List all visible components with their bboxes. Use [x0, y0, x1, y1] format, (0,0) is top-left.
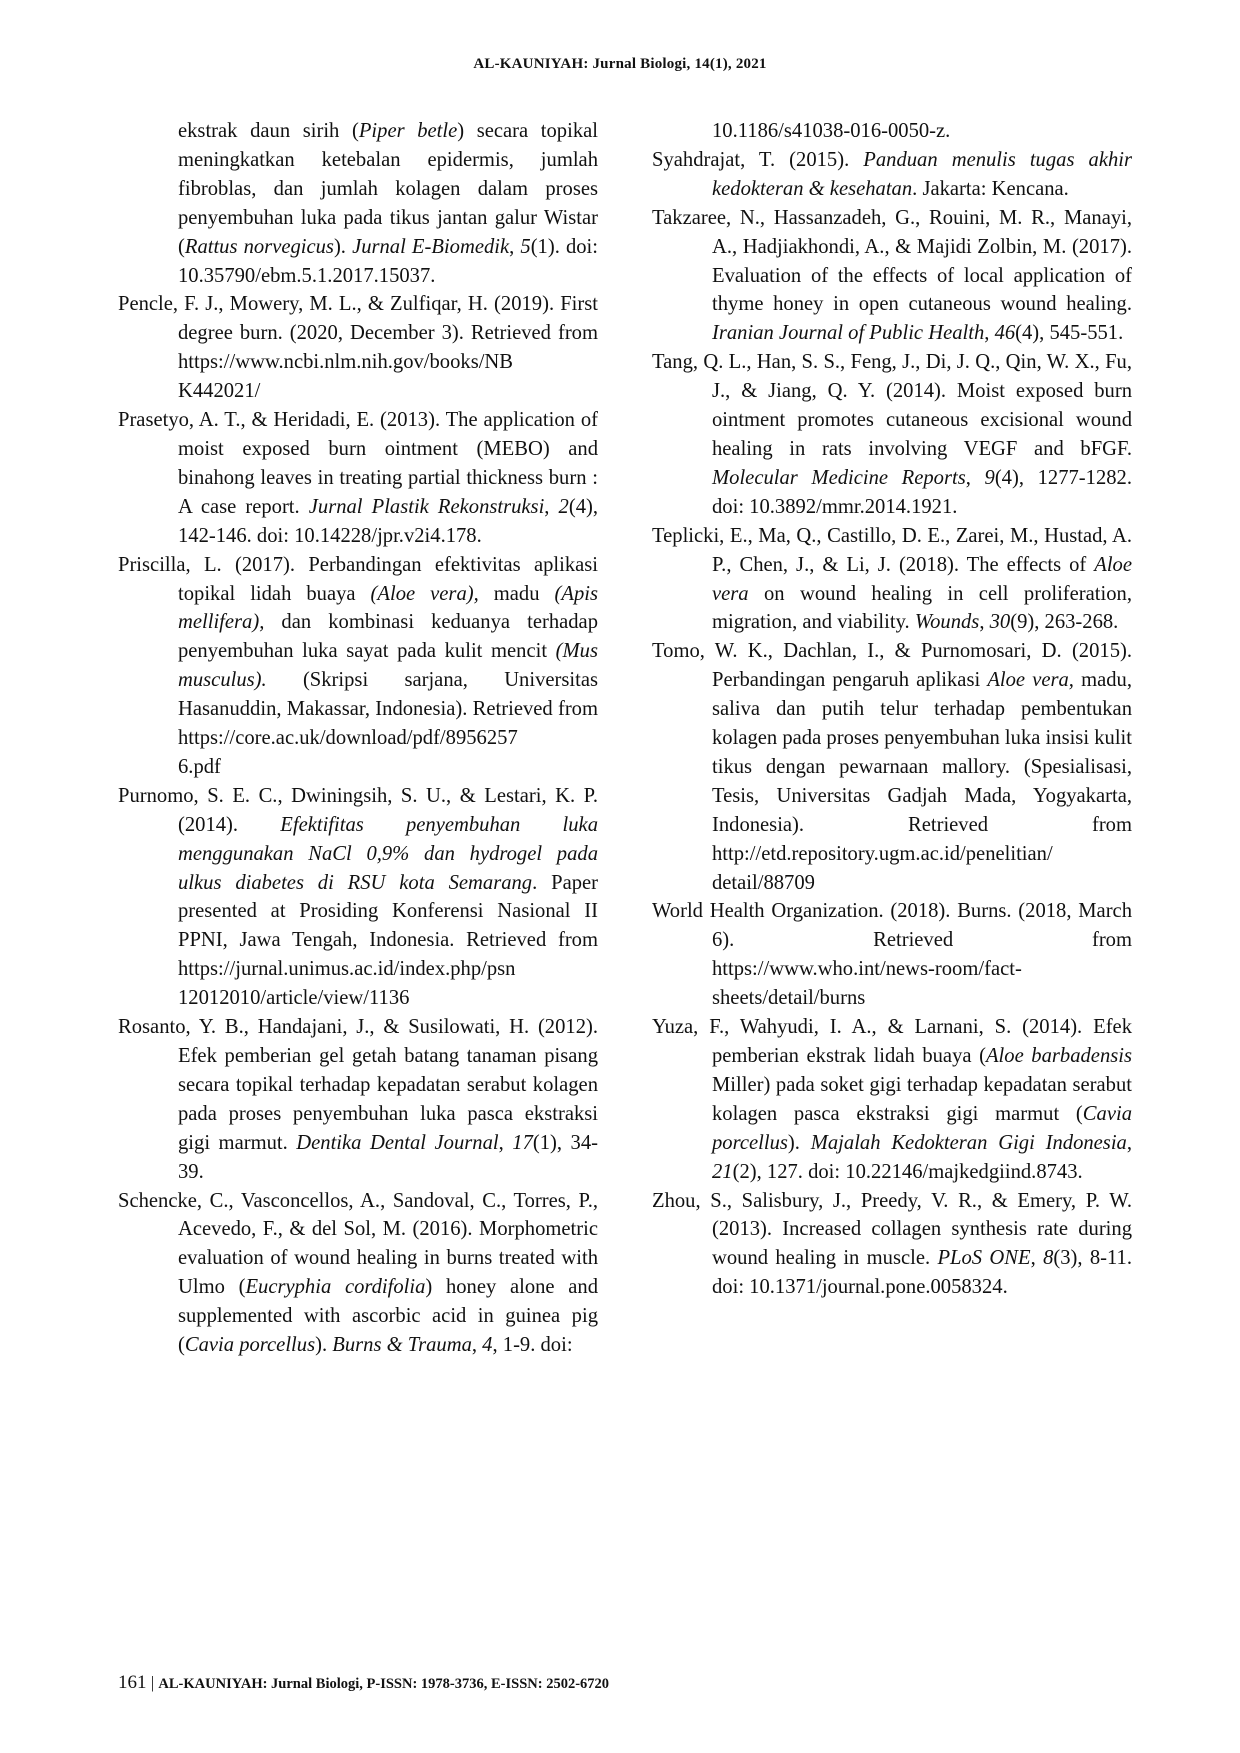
page-footer	[118, 1672, 609, 1694]
references-right-column	[652, 117, 1132, 1302]
reference-entry: Priscilla, L. (2017). Perbandingan efektivitas aplikasi topikal lidah buaya (Aloe vera), madu (Apis mellifera), dan kombinasi keduanya terhadap penyembuhan luka sayat pada kulit mencit (Mus musculus). (Skripsi sarjana, Universitas Hasanuddin, Makassar, Indonesia). Retrieved from https://core.ac.uk/download/pdf/8956257 6.pdf	[118, 553, 598, 778]
references-left-column	[118, 117, 598, 1360]
reference-url[interactable]: https://core.ac.uk/download/pdf/8956257	[178, 727, 518, 750]
reference-url[interactable]: https://www.who.int/news-room/fact-	[712, 958, 1022, 981]
reference-url-cont[interactable]: sheets/detail/burns	[712, 987, 866, 1010]
reference-url-cont[interactable]: 12012010/article/view/1136	[178, 987, 410, 1010]
reference-entry: ekstrak daun sirih (Piper betle) secara topikal meningkatkan ketebalan epidermis, jumlah fibroblas, dan jumlah kolagen dalam proses penyembuhan luka pada tikus jantan galur Wistar (Rattus norvegicus). Jurnal E-Biomedik, 5(1). doi: 10.35790/ebm.5.1.2017.15037.	[178, 120, 598, 287]
footer-separator: |	[150, 1673, 155, 1692]
reference-entry: World Health Organization. (2018). Burns. (2018, March 6). Retrieved from https://www.who.int/news-room/fact- sheets/detail/burns	[652, 900, 1132, 1010]
reference-entry: Purnomo, S. E. C., Dwiningsih, S. U., & Lestari, K. P. (2014). Efektifitas penyembuhan luka menggunakan NaCl 0,9% dan hydrogel pada ulkus diabetes di RSU kota Semarang. Paper presented at Prosiding Konferensi Nasional II PPNI, Jawa Tengah, Indonesia. Retrieved from https://jurnal.unimus.ac.id/index.php/psn 12012010/article/view/1136	[118, 784, 599, 1010]
reference-url-cont[interactable]: K442021/	[178, 380, 261, 403]
reference-entry: Syahdrajat, T. (2015). Panduan menulis tugas akhir kedokteran & kesehatan. Jakarta: Kencana.	[652, 148, 1132, 200]
reference-entry: Prasetyo, A. T., & Heridadi, E. (2013). The application of moist exposed burn ointment (MEBO) and binahong leaves in treating partial thickness burn : A case report. Jurnal Plastik Rekonstruksi, 2(4), 142-146. doi: 10.14228/jpr.v2i4.178.	[118, 409, 599, 547]
footer-journal: AL-KAUNIYAH: Jurnal Biologi, P-ISSN: 1978-3736, E-ISSN: 2502-6720	[158, 1676, 610, 1692]
reference-url[interactable]: http://etd.repository.ugm.ac.id/penelitian/	[712, 842, 1053, 865]
reference-url[interactable]: https://www.ncbi.nlm.nih.gov/books/NB	[178, 351, 514, 374]
reference-entry: Tomo, W. K., Dachlan, I., & Purnomosari, D. (2015). Perbandingan pengaruh aplikasi Aloe vera, madu, saliva dan putih telur terhadap pembentukan kolagen pada proses penyembuhan luka insisi kulit tikus dengan pewarnaan mallory. (Spesialisasi, Tesis, Universitas Gadjah Mada, Yogyakarta, Indonesia). Retrieved from http://etd.repository.ugm.ac.id/penelitian/ detail/88709	[652, 640, 1132, 894]
reference-entry: 10.1186/s41038-016-0050-z.	[712, 120, 951, 142]
reference-entry: Takzaree, N., Hassanzadeh, G., Rouini, M. R., Manayi, A., Hadjiakhondi, A., & Majidi Zolbin, M. (2017). Evaluation of the effects of local application of thyme honey in open cutaneous wound healing. Iranian Journal of Public Health, 46(4), 545-551.	[652, 206, 1132, 345]
reference-entry: Rosanto, Y. B., Handajani, J., & Susilowati, H. (2012). Efek pemberian gel getah batang tanaman pisang secara topikal terhadap kepadatan serabut kolagen pada proses penyembuhan luka pasca ekstraksi gigi marmut. Dentika Dental Journal, 17(1), 34-39.	[118, 1016, 599, 1183]
reference-url-cont[interactable]: 6.pdf	[178, 755, 221, 778]
reference-entry: Zhou, S., Salisbury, J., Preedy, V. R., & Emery, P. W. (2013). Increased collagen synthesis rate during wound healing in muscle. PLoS ONE, 8(3), 8-11. doi: 10.1371/journal.pone.0058324.	[652, 1189, 1132, 1299]
reference-url-cont[interactable]: detail/88709	[712, 871, 815, 894]
reference-entry: Teplicki, E., Ma, Q., Castillo, D. E., Zarei, M., Hustad, A. P., Chen, J., & Li, J. (2018). The effects of Aloe vera on wound healing in cell proliferation, migration, and viability. Wounds, 30(9), 263-268.	[652, 524, 1132, 634]
reference-entry: Yuza, F., Wahyudi, I. A., & Larnani, S. (2014). Efek pemberian ekstrak lidah buaya (Aloe barbadensis Miller) pada soket gigi terhadap kepadatan serabut kolagen pasca ekstraksi gigi marmut (Cavia porcellus). Majalah Kedokteran Gigi Indonesia, 21(2), 127. doi: 10.22146/majkedgiind.8743.	[652, 1016, 1132, 1183]
page-number: 161	[118, 1672, 147, 1693]
reference-url[interactable]: https://jurnal.unimus.ac.id/index.php/psn	[178, 958, 516, 981]
reference-entry: Pencle, F. J., Mowery, M. L., & Zulfiqar, H. (2019). First degree burn. (2020, December 3). Retrieved from https://www.ncbi.nlm.nih.gov/books/NB K442021/	[118, 293, 598, 403]
running-header: AL-KAUNIYAH: Jurnal Biologi, 14(1), 2021	[473, 56, 767, 72]
reference-entry: Schencke, C., Vasconcellos, A., Sandoval, C., Torres, P., Acevedo, F., & del Sol, M. (2016). Morphometric evaluation of wound healing in burns treated with Ulmo (Eucryphia cordifolia) honey alone and supplemented with ascorbic acid in guinea pig (Cavia porcellus). Burns & Trauma, 4, 1-9. doi:	[118, 1189, 598, 1357]
reference-entry: Tang, Q. L., Han, S. S., Feng, J., Di, J. Q., Qin, W. X., Fu, J., & Jiang, Q. Y. (2014). Moist exposed burn ointment promotes cutaneous excisional wound healing in rats involving VEGF and bFGF. Molecular Medicine Reports, 9(4), 1277-1282. doi: 10.3892/mmr.2014.1921.	[652, 351, 1132, 518]
